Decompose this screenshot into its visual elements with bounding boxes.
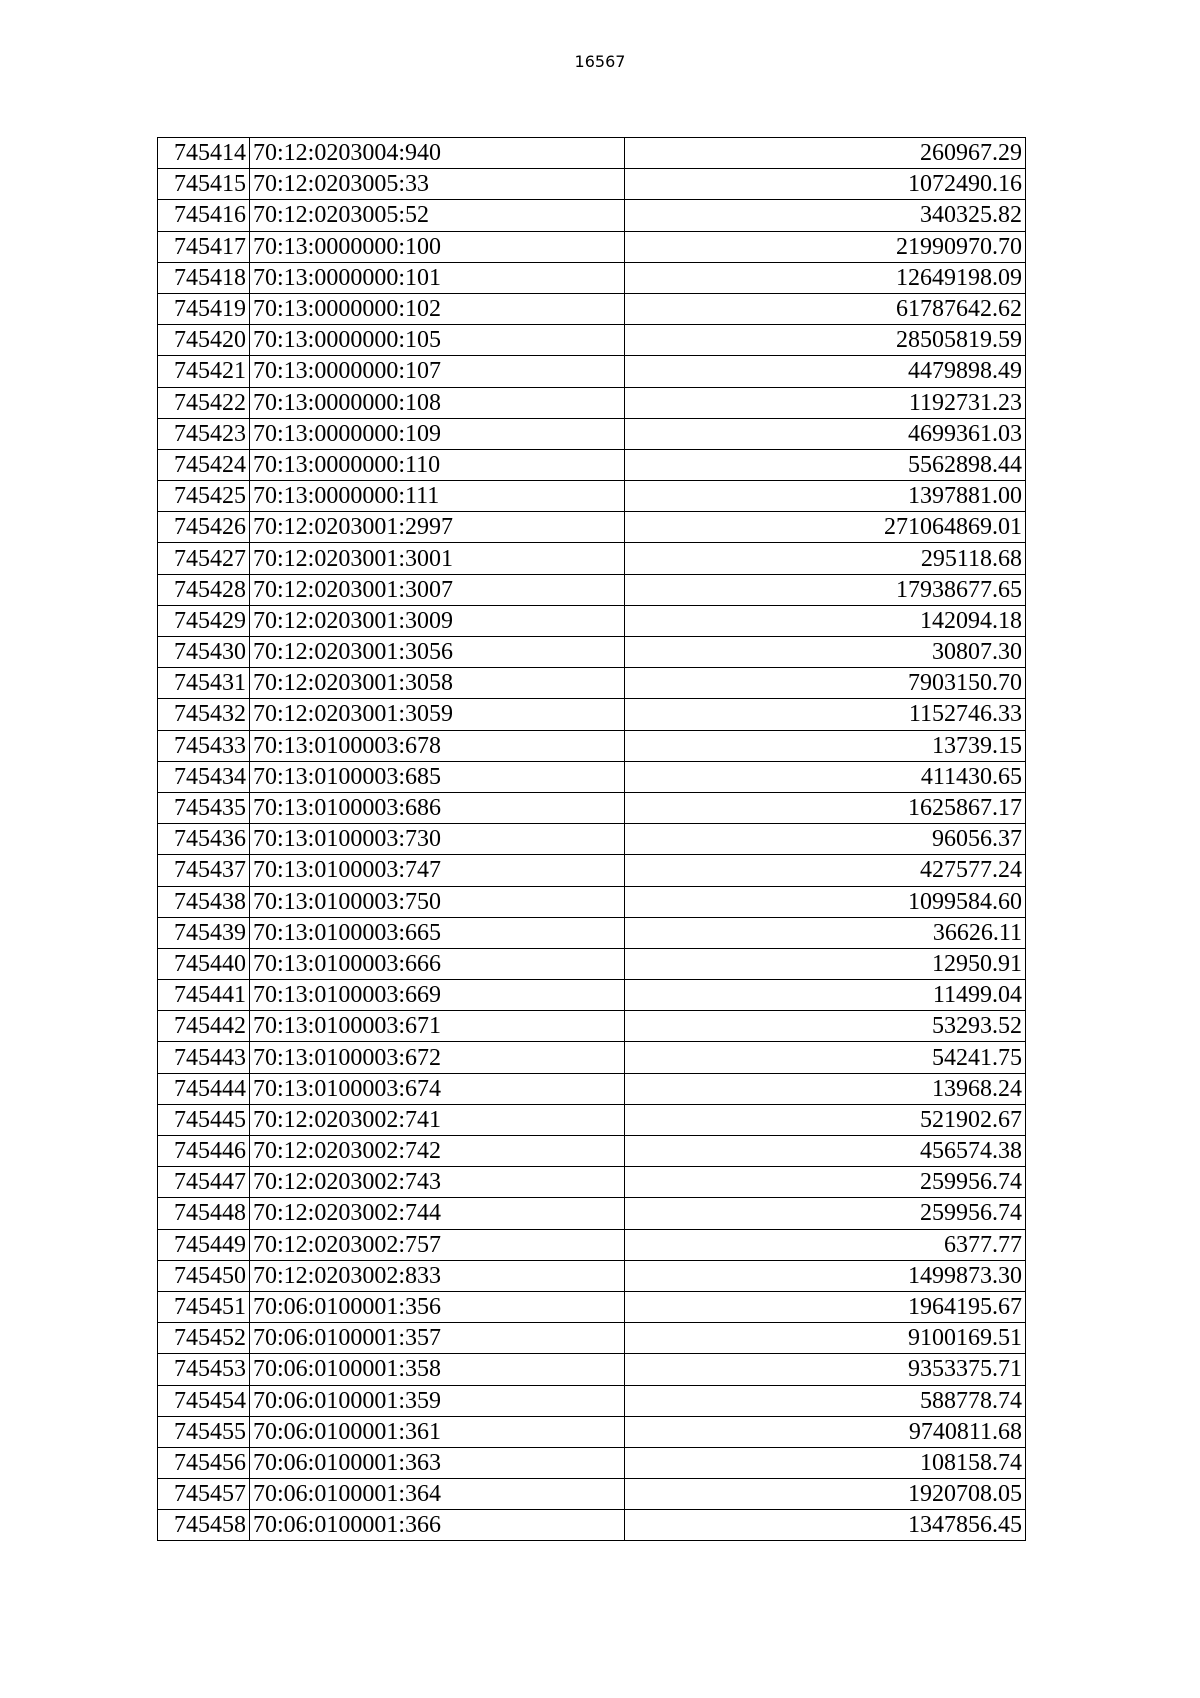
- cadastral-value-cell: 271064869.01: [625, 512, 1026, 543]
- row-id-cell: 745435: [158, 792, 250, 823]
- cadastral-value-cell: 1347856.45: [625, 1510, 1026, 1541]
- row-id-cell: 745428: [158, 574, 250, 605]
- row-id-cell: 745437: [158, 855, 250, 886]
- cadastral-value-cell: 28505819.59: [625, 325, 1026, 356]
- row-id-cell: 745427: [158, 543, 250, 574]
- cadastral-number-cell: 70:12:0203002:742: [250, 1136, 625, 1167]
- cadastral-value-cell: 61787642.62: [625, 293, 1026, 324]
- row-id-cell: 745422: [158, 387, 250, 418]
- table-row: [158, 637, 1026, 668]
- row-id-cell: 745423: [158, 418, 250, 449]
- table-row: [158, 1042, 1026, 1073]
- table-row: [158, 356, 1026, 387]
- cadastral-value-cell: 9353375.71: [625, 1354, 1026, 1385]
- table-row: [158, 293, 1026, 324]
- table-row: [158, 730, 1026, 761]
- row-id-cell: 745455: [158, 1416, 250, 1447]
- row-id-cell: 745438: [158, 886, 250, 917]
- cadastral-number-cell: 70:13:0100003:750: [250, 886, 625, 917]
- cadastral-value-cell: 1397881.00: [625, 481, 1026, 512]
- table-row: [158, 1385, 1026, 1416]
- cadastral-value-cell: 7903150.70: [625, 668, 1026, 699]
- row-id-cell: 745453: [158, 1354, 250, 1385]
- cadastral-number-cell: 70:13:0100003:672: [250, 1042, 625, 1073]
- row-id-cell: 745442: [158, 1011, 250, 1042]
- row-id-cell: 745458: [158, 1510, 250, 1541]
- row-id-cell: 745456: [158, 1447, 250, 1478]
- cadastral-number-cell: 70:12:0203004:940: [250, 138, 625, 169]
- cadastral-number-cell: 70:13:0000000:111: [250, 481, 625, 512]
- table-row: [158, 387, 1026, 418]
- table-row: [158, 138, 1026, 169]
- table-row: [158, 169, 1026, 200]
- table-row: [158, 668, 1026, 699]
- table-body: [158, 138, 1026, 1541]
- row-id-cell: 745426: [158, 512, 250, 543]
- cadastral-value-cell: 96056.37: [625, 824, 1026, 855]
- row-id-cell: 745447: [158, 1167, 250, 1198]
- cadastral-number-cell: 70:12:0203001:3009: [250, 605, 625, 636]
- cadastral-value-cell: 521902.67: [625, 1104, 1026, 1135]
- cadastral-number-cell: 70:13:0000000:102: [250, 293, 625, 324]
- table-row: [158, 605, 1026, 636]
- cadastral-number-cell: 70:13:0000000:105: [250, 325, 625, 356]
- cadastral-value-cell: 13739.15: [625, 730, 1026, 761]
- cadastral-number-cell: 70:12:0203001:3059: [250, 699, 625, 730]
- cadastral-value-table: [157, 137, 1026, 1541]
- row-id-cell: 745424: [158, 449, 250, 480]
- cadastral-value-cell: 259956.74: [625, 1167, 1026, 1198]
- row-id-cell: 745433: [158, 730, 250, 761]
- row-id-cell: 745415: [158, 169, 250, 200]
- cadastral-number-cell: 70:12:0203002:833: [250, 1260, 625, 1291]
- cadastral-value-cell: 9100169.51: [625, 1323, 1026, 1354]
- row-id-cell: 745432: [158, 699, 250, 730]
- table-row: [158, 231, 1026, 262]
- table-row: [158, 1260, 1026, 1291]
- cadastral-number-cell: 70:13:0100003:666: [250, 948, 625, 979]
- cadastral-number-cell: 70:06:0100001:364: [250, 1479, 625, 1510]
- row-id-cell: 745421: [158, 356, 250, 387]
- row-id-cell: 745434: [158, 761, 250, 792]
- cadastral-value-cell: 53293.52: [625, 1011, 1026, 1042]
- cadastral-value-cell: 30807.30: [625, 637, 1026, 668]
- cadastral-value-cell: 588778.74: [625, 1385, 1026, 1416]
- table-row: [158, 792, 1026, 823]
- table-row: [158, 325, 1026, 356]
- cadastral-value-cell: 1099584.60: [625, 886, 1026, 917]
- row-id-cell: 745446: [158, 1136, 250, 1167]
- cadastral-value-cell: 260967.29: [625, 138, 1026, 169]
- cadastral-value-cell: 340325.82: [625, 200, 1026, 231]
- table-row: [158, 418, 1026, 449]
- cadastral-number-cell: 70:13:0100003:686: [250, 792, 625, 823]
- row-id-cell: 745417: [158, 231, 250, 262]
- table-row: [158, 200, 1026, 231]
- cadastral-value-cell: 12950.91: [625, 948, 1026, 979]
- row-id-cell: 745450: [158, 1260, 250, 1291]
- cadastral-value-cell: 21990970.70: [625, 231, 1026, 262]
- cadastral-value-cell: 1499873.30: [625, 1260, 1026, 1291]
- row-id-cell: 745431: [158, 668, 250, 699]
- cadastral-number-cell: 70:13:0100003:730: [250, 824, 625, 855]
- cadastral-value-cell: 1072490.16: [625, 169, 1026, 200]
- cadastral-number-cell: 70:12:0203001:2997: [250, 512, 625, 543]
- row-id-cell: 745451: [158, 1291, 250, 1322]
- row-id-cell: 745420: [158, 325, 250, 356]
- cadastral-number-cell: 70:13:0100003:678: [250, 730, 625, 761]
- cadastral-number-cell: 70:06:0100001:361: [250, 1416, 625, 1447]
- row-id-cell: 745440: [158, 948, 250, 979]
- cadastral-number-cell: 70:12:0203002:743: [250, 1167, 625, 1198]
- table-row: [158, 1073, 1026, 1104]
- table-row: [158, 481, 1026, 512]
- cadastral-value-cell: 295118.68: [625, 543, 1026, 574]
- row-id-cell: 745439: [158, 917, 250, 948]
- row-id-cell: 745419: [158, 293, 250, 324]
- row-id-cell: 745449: [158, 1229, 250, 1260]
- table-row: [158, 1510, 1026, 1541]
- table-row: [158, 980, 1026, 1011]
- table-row: [158, 1198, 1026, 1229]
- cadastral-value-cell: 108158.74: [625, 1447, 1026, 1478]
- row-id-cell: 745429: [158, 605, 250, 636]
- cadastral-value-cell: 4479898.49: [625, 356, 1026, 387]
- table-row: [158, 1323, 1026, 1354]
- cadastral-number-cell: 70:06:0100001:363: [250, 1447, 625, 1478]
- cadastral-value-cell: 9740811.68: [625, 1416, 1026, 1447]
- table-row: [158, 855, 1026, 886]
- cadastral-number-cell: 70:13:0000000:100: [250, 231, 625, 262]
- row-id-cell: 745444: [158, 1073, 250, 1104]
- table-row: [158, 1479, 1026, 1510]
- cadastral-value-cell: 1625867.17: [625, 792, 1026, 823]
- cadastral-number-cell: 70:12:0203005:33: [250, 169, 625, 200]
- row-id-cell: 745452: [158, 1323, 250, 1354]
- cadastral-value-cell: 456574.38: [625, 1136, 1026, 1167]
- cadastral-number-cell: 70:06:0100001:357: [250, 1323, 625, 1354]
- row-id-cell: 745436: [158, 824, 250, 855]
- cadastral-number-cell: 70:13:0100003:665: [250, 917, 625, 948]
- table-row: [158, 543, 1026, 574]
- cadastral-value-cell: 12649198.09: [625, 262, 1026, 293]
- table-row: [158, 1354, 1026, 1385]
- table-row: [158, 262, 1026, 293]
- cadastral-value-cell: 427577.24: [625, 855, 1026, 886]
- cadastral-value-cell: 6377.77: [625, 1229, 1026, 1260]
- table-row: [158, 886, 1026, 917]
- cadastral-value-cell: 259956.74: [625, 1198, 1026, 1229]
- cadastral-number-cell: 70:13:0100003:685: [250, 761, 625, 792]
- table-row: [158, 1011, 1026, 1042]
- cadastral-value-cell: 11499.04: [625, 980, 1026, 1011]
- row-id-cell: 745416: [158, 200, 250, 231]
- table-row: [158, 699, 1026, 730]
- table-row: [158, 761, 1026, 792]
- cadastral-number-cell: 70:12:0203002:757: [250, 1229, 625, 1260]
- cadastral-value-cell: 13968.24: [625, 1073, 1026, 1104]
- row-id-cell: 745443: [158, 1042, 250, 1073]
- cadastral-value-cell: 1192731.23: [625, 387, 1026, 418]
- cadastral-number-cell: 70:12:0203001:3007: [250, 574, 625, 605]
- cadastral-value-cell: 54241.75: [625, 1042, 1026, 1073]
- table-row: [158, 1136, 1026, 1167]
- cadastral-number-cell: 70:06:0100001:358: [250, 1354, 625, 1385]
- cadastral-number-cell: 70:13:0000000:110: [250, 449, 625, 480]
- cadastral-number-cell: 70:13:0000000:107: [250, 356, 625, 387]
- table-row: [158, 1291, 1026, 1322]
- page-number: 16567: [574, 52, 626, 71]
- cadastral-value-cell: 1964195.67: [625, 1291, 1026, 1322]
- cadastral-number-cell: 70:12:0203001:3001: [250, 543, 625, 574]
- cadastral-number-cell: 70:13:0000000:108: [250, 387, 625, 418]
- cadastral-number-cell: 70:13:0100003:747: [250, 855, 625, 886]
- table-row: [158, 449, 1026, 480]
- cadastral-number-cell: 70:06:0100001:366: [250, 1510, 625, 1541]
- table-row: [158, 917, 1026, 948]
- row-id-cell: 745445: [158, 1104, 250, 1135]
- table-row: [158, 824, 1026, 855]
- cadastral-number-cell: 70:12:0203001:3056: [250, 637, 625, 668]
- cadastral-number-cell: 70:06:0100001:359: [250, 1385, 625, 1416]
- table-row: [158, 1229, 1026, 1260]
- cadastral-number-cell: 70:12:0203001:3058: [250, 668, 625, 699]
- row-id-cell: 745425: [158, 481, 250, 512]
- cadastral-value-cell: 1152746.33: [625, 699, 1026, 730]
- cadastral-value-cell: 4699361.03: [625, 418, 1026, 449]
- cadastral-number-cell: 70:12:0203002:741: [250, 1104, 625, 1135]
- cadastral-number-cell: 70:13:0100003:674: [250, 1073, 625, 1104]
- cadastral-number-cell: 70:13:0100003:671: [250, 1011, 625, 1042]
- cadastral-value-cell: 142094.18: [625, 605, 1026, 636]
- cadastral-number-cell: 70:12:0203002:744: [250, 1198, 625, 1229]
- table-row: [158, 512, 1026, 543]
- cadastral-number-cell: 70:13:0000000:101: [250, 262, 625, 293]
- cadastral-number-cell: 70:13:0100003:669: [250, 980, 625, 1011]
- cadastral-value-cell: 1920708.05: [625, 1479, 1026, 1510]
- cadastral-number-cell: 70:06:0100001:356: [250, 1291, 625, 1322]
- row-id-cell: 745418: [158, 262, 250, 293]
- row-id-cell: 745430: [158, 637, 250, 668]
- row-id-cell: 745457: [158, 1479, 250, 1510]
- table-row: [158, 1167, 1026, 1198]
- table-row: [158, 574, 1026, 605]
- table-row: [158, 1104, 1026, 1135]
- table-row: [158, 1447, 1026, 1478]
- table-row: [158, 948, 1026, 979]
- cadastral-number-cell: 70:13:0000000:109: [250, 418, 625, 449]
- cadastral-value-cell: 5562898.44: [625, 449, 1026, 480]
- row-id-cell: 745454: [158, 1385, 250, 1416]
- cadastral-number-cell: 70:12:0203005:52: [250, 200, 625, 231]
- table-row: [158, 1416, 1026, 1447]
- cadastral-value-cell: 17938677.65: [625, 574, 1026, 605]
- cadastral-value-cell: 411430.65: [625, 761, 1026, 792]
- row-id-cell: 745448: [158, 1198, 250, 1229]
- cadastral-value-cell: 36626.11: [625, 917, 1026, 948]
- row-id-cell: 745441: [158, 980, 250, 1011]
- row-id-cell: 745414: [158, 138, 250, 169]
